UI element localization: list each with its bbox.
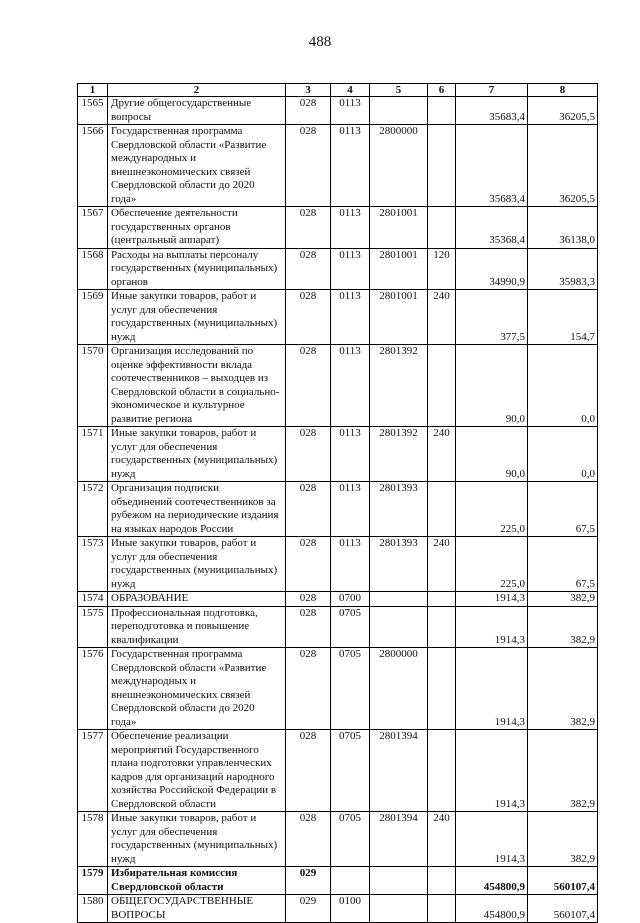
row-col3-cell: 028 — [286, 125, 331, 207]
row-col6-cell — [428, 97, 456, 125]
table-row — [78, 592, 598, 607]
row-col4-cell: 0705 — [331, 812, 370, 867]
header-col-7: 7 — [456, 84, 528, 97]
row-number-cell: 1571 — [78, 427, 108, 482]
row-name-cell: Обеспечение деятельности государственных органов (центральный аппарат) — [108, 207, 286, 249]
table-row — [78, 290, 598, 345]
row-col6-cell: 240 — [428, 812, 456, 867]
row-value8-cell: 382,9 — [528, 812, 598, 867]
row-col3-cell: 028 — [286, 812, 331, 867]
table-row — [78, 537, 598, 592]
row-number-cell: 1577 — [78, 730, 108, 812]
table-header-row — [78, 84, 598, 97]
row-col4-cell: 0705 — [331, 606, 370, 648]
row-col3-cell: 028 — [286, 207, 331, 249]
row-col4-cell: 0113 — [331, 97, 370, 125]
row-col4-cell: 0100 — [331, 895, 370, 923]
row-name-cell: Иные закупки товаров, работ и услуг для обеспечения государственных (муниципальных) нужд — [108, 537, 286, 592]
row-col5-cell: 2801392 — [370, 345, 428, 427]
row-col3-cell: 028 — [286, 537, 331, 592]
table-row — [78, 427, 598, 482]
row-value8-cell: 154,7 — [528, 290, 598, 345]
row-number-cell: 1576 — [78, 648, 108, 730]
row-value8-cell: 382,9 — [528, 592, 598, 607]
row-number-cell: 1565 — [78, 97, 108, 125]
row-value7-cell: 1914,3 — [456, 648, 528, 730]
row-value7-cell: 1914,3 — [456, 606, 528, 648]
row-col3-cell: 028 — [286, 606, 331, 648]
row-col6-cell — [428, 867, 456, 895]
table-row — [78, 730, 598, 812]
row-name-cell: Иные закупки товаров, работ и услуг для обеспечения государственных (муниципальных) нужд — [108, 812, 286, 867]
row-col4-cell: 0113 — [331, 207, 370, 249]
row-col3-cell: 028 — [286, 97, 331, 125]
row-name-cell: ОБЩЕГОСУДАРСТВЕННЫЕ ВОПРОСЫ — [108, 895, 286, 923]
row-col3-cell: 028 — [286, 290, 331, 345]
header-col-2: 2 — [108, 84, 286, 97]
row-number-cell: 1580 — [78, 895, 108, 923]
row-col5-cell: 2801393 — [370, 537, 428, 592]
row-col4-cell: 0113 — [331, 537, 370, 592]
row-number-cell: 1579 — [78, 867, 108, 895]
row-value7-cell: 35683,4 — [456, 125, 528, 207]
row-name-cell: Иные закупки товаров, работ и услуг для обеспечения государственных (муниципальных) нужд — [108, 290, 286, 345]
row-col6-cell — [428, 730, 456, 812]
row-number-cell: 1573 — [78, 537, 108, 592]
row-col6-cell — [428, 207, 456, 249]
row-col6-cell — [428, 345, 456, 427]
row-value8-cell: 560107,4 — [528, 895, 598, 923]
table-row — [78, 867, 598, 895]
row-col4-cell: 0113 — [331, 125, 370, 207]
row-value7-cell: 35683,4 — [456, 97, 528, 125]
row-col4-cell: 0705 — [331, 648, 370, 730]
row-value7-cell: 34990,9 — [456, 248, 528, 290]
row-col5-cell — [370, 97, 428, 125]
header-col-8: 8 — [528, 84, 598, 97]
row-number-cell: 1578 — [78, 812, 108, 867]
row-col3-cell: 028 — [286, 592, 331, 607]
row-col6-cell — [428, 895, 456, 923]
row-col6-cell: 240 — [428, 537, 456, 592]
row-value8-cell: 0,0 — [528, 427, 598, 482]
row-number-cell: 1572 — [78, 482, 108, 537]
row-number-cell: 1574 — [78, 592, 108, 607]
row-col4-cell: 0113 — [331, 248, 370, 290]
row-name-cell: Расходы на выплаты персоналу государственных (муниципальных) органов — [108, 248, 286, 290]
row-col5-cell — [370, 895, 428, 923]
row-col5-cell — [370, 606, 428, 648]
row-value7-cell: 35368,4 — [456, 207, 528, 249]
row-col6-cell — [428, 606, 456, 648]
row-col4-cell: 0113 — [331, 427, 370, 482]
row-value8-cell: 67,5 — [528, 537, 598, 592]
page-number: 488 — [308, 34, 332, 50]
row-col4-cell: 0113 — [331, 345, 370, 427]
table-row — [78, 97, 598, 125]
row-col3-cell: 028 — [286, 482, 331, 537]
table-row — [78, 125, 598, 207]
table-row — [78, 895, 598, 923]
row-col6-cell — [428, 648, 456, 730]
table-body — [78, 97, 598, 923]
row-col3-cell: 028 — [286, 648, 331, 730]
row-number-cell: 1567 — [78, 207, 108, 249]
row-name-cell: Государственная программа Свердловской области «Развитие международных и внешнеэкономических связей Свердловской области до 2020 года» — [108, 648, 286, 730]
row-name-cell: Организация исследований по оценке эффективности вклада соотечественников – выходцев из Свердловской области в социально-экономическое и культурное развитие региона — [108, 345, 286, 427]
row-name-cell: Избирательная комиссия Свердловской области — [108, 867, 286, 895]
row-value7-cell: 1914,3 — [456, 812, 528, 867]
row-col6-cell — [428, 482, 456, 537]
row-col5-cell: 2801394 — [370, 812, 428, 867]
row-value7-cell: 225,0 — [456, 537, 528, 592]
header-col-3: 3 — [286, 84, 331, 97]
row-value8-cell: 36138,0 — [528, 207, 598, 249]
row-col6-cell: 240 — [428, 427, 456, 482]
row-col4-cell: 0113 — [331, 290, 370, 345]
row-value7-cell: 90,0 — [456, 345, 528, 427]
row-value7-cell: 1914,3 — [456, 592, 528, 607]
row-col4-cell: 0113 — [331, 482, 370, 537]
row-col3-cell: 029 — [286, 895, 331, 923]
row-value7-cell: 454800,9 — [456, 895, 528, 923]
row-value7-cell: 90,0 — [456, 427, 528, 482]
row-col4-cell — [331, 867, 370, 895]
row-col3-cell: 028 — [286, 730, 331, 812]
row-number-cell: 1570 — [78, 345, 108, 427]
row-value8-cell: 382,9 — [528, 648, 598, 730]
row-value8-cell: 382,9 — [528, 730, 598, 812]
row-col3-cell: 028 — [286, 345, 331, 427]
row-col4-cell: 0700 — [331, 592, 370, 607]
row-col6-cell: 120 — [428, 248, 456, 290]
header-col-5: 5 — [370, 84, 428, 97]
row-value7-cell: 1914,3 — [456, 730, 528, 812]
row-col5-cell — [370, 867, 428, 895]
row-name-cell: Организация подписки объединений соотечественников за рубежом на периодические издания на языках народов России — [108, 482, 286, 537]
row-col5-cell: 2801001 — [370, 248, 428, 290]
row-col3-cell: 029 — [286, 867, 331, 895]
row-col5-cell: 2800000 — [370, 125, 428, 207]
row-value7-cell: 454800,9 — [456, 867, 528, 895]
row-value8-cell: 35983,3 — [528, 248, 598, 290]
table-row — [78, 248, 598, 290]
row-value8-cell: 560107,4 — [528, 867, 598, 895]
row-col3-cell: 028 — [286, 248, 331, 290]
row-value8-cell: 67,5 — [528, 482, 598, 537]
row-col4-cell: 0705 — [331, 730, 370, 812]
row-number-cell: 1568 — [78, 248, 108, 290]
header-col-1: 1 — [78, 84, 108, 97]
row-col6-cell — [428, 592, 456, 607]
row-col5-cell: 2801392 — [370, 427, 428, 482]
row-value8-cell: 0,0 — [528, 345, 598, 427]
row-name-cell: Другие общегосударственные вопросы — [108, 97, 286, 125]
row-number-cell: 1566 — [78, 125, 108, 207]
row-number-cell: 1575 — [78, 606, 108, 648]
row-name-cell: Обеспечение реализации мероприятий Государственного плана подготовки управленческих кадров для организаций народного хозяйства Российской Федерации в Свердловской области — [108, 730, 286, 812]
row-value8-cell: 36205,5 — [528, 97, 598, 125]
row-col5-cell: 2801394 — [370, 730, 428, 812]
table-row — [78, 812, 598, 867]
row-value7-cell: 377,5 — [456, 290, 528, 345]
row-col5-cell: 2801393 — [370, 482, 428, 537]
row-value8-cell: 382,9 — [528, 606, 598, 648]
row-col3-cell: 028 — [286, 427, 331, 482]
header-col-4: 4 — [331, 84, 370, 97]
row-number-cell: 1569 — [78, 290, 108, 345]
table-row — [78, 648, 598, 730]
row-col5-cell — [370, 592, 428, 607]
row-value8-cell: 36205,5 — [528, 125, 598, 207]
row-col6-cell — [428, 125, 456, 207]
table-row — [78, 345, 598, 427]
header-col-6: 6 — [428, 84, 456, 97]
row-col5-cell: 2801001 — [370, 290, 428, 345]
row-col6-cell: 240 — [428, 290, 456, 345]
table-row — [78, 606, 598, 648]
budget-table — [77, 83, 598, 923]
row-name-cell: Иные закупки товаров, работ и услуг для обеспечения государственных (муниципальных) нужд — [108, 427, 286, 482]
table-row — [78, 207, 598, 249]
row-col5-cell: 2800000 — [370, 648, 428, 730]
row-col5-cell: 2801001 — [370, 207, 428, 249]
table-row — [78, 482, 598, 537]
row-name-cell: Государственная программа Свердловской области «Развитие международных и внешнеэкономических связей Свердловской области до 2020 года» — [108, 125, 286, 207]
row-value7-cell: 225,0 — [456, 482, 528, 537]
row-name-cell: Профессиональная подготовка, переподготовка и повышение квалификации — [108, 606, 286, 648]
row-name-cell: ОБРАЗОВАНИЕ — [108, 592, 286, 607]
